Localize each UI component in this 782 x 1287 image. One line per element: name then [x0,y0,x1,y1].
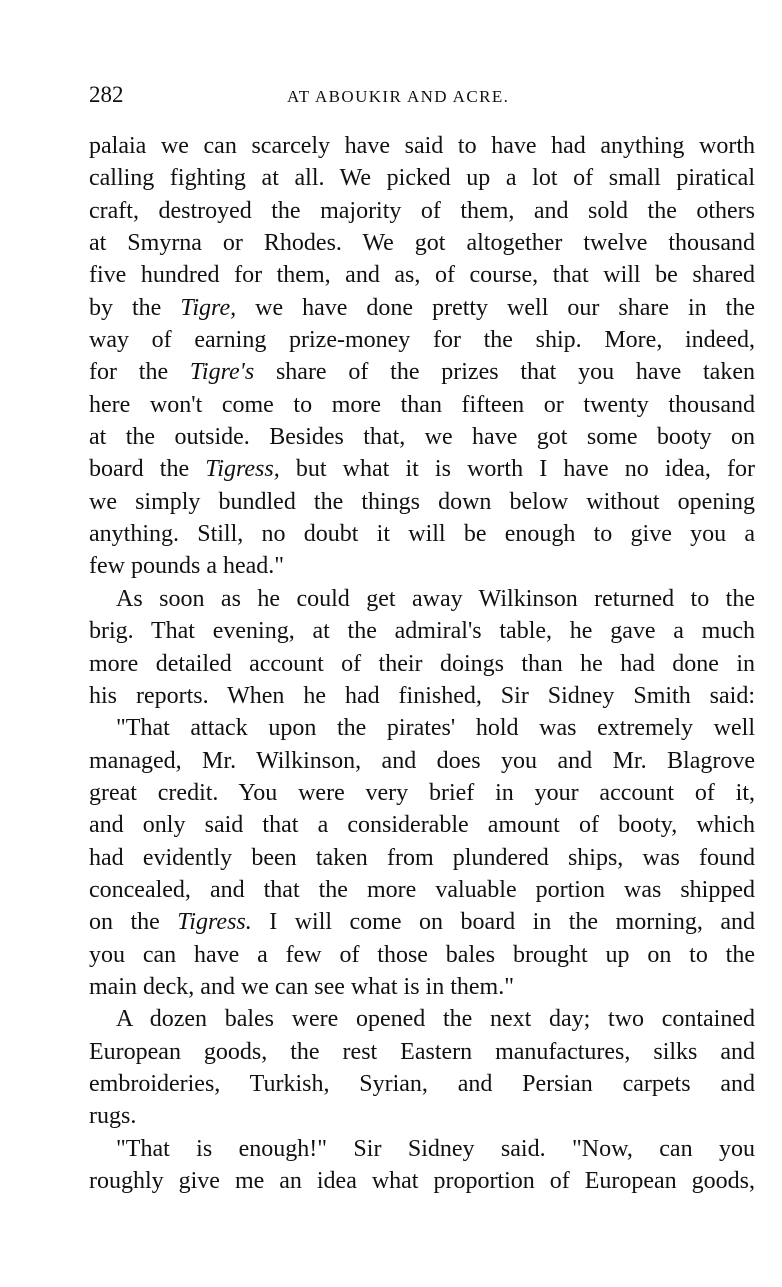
text-line: had evidently been taken from plundered ships, was found [89,844,755,871]
italic-ship-name: Tigre's [189,359,255,386]
text-line: by the Tigre, we have done pretty well our share in the [89,294,755,321]
text-line: "That attack upon the pirates' hold was extremely well [116,715,755,742]
text-line: European goods, the rest Eastern manufactures, silks and [89,1038,755,1065]
text-line: more detailed account of their doings than he had done in [89,650,755,677]
text-line: managed, Mr. Wilkinson, and does you and Mr. Blagrove [89,747,755,774]
text-line: on the Tigress. I will come on board in the morning, and [89,909,755,936]
body-text [89,130,755,1197]
text-line: at Smyrna or Rhodes. We got altogether twelve thousand [89,230,755,257]
text-line: here won't come to more than fifteen or twenty thousand [89,391,755,418]
text-line: great credit. You were very brief in your account of it, [89,779,755,806]
text-line: at the outside. Besides that, we have got some booty on [89,424,755,451]
text-line: craft, destroyed the majority of them, and sold the others [89,197,755,224]
page-header [89,80,757,114]
italic-ship-name: Tigre, [180,294,237,321]
text-line: few pounds a head." [89,553,285,580]
text-line: brig. That evening, at the admiral's table, he gave a much [89,618,755,645]
text-line: we simply bundled the things down below without opening [89,488,755,515]
text-line: "That is enough!" Sir Sidney said. "Now, can you [116,1135,755,1162]
text-line: concealed, and that the more valuable portion was shipped [89,876,755,903]
text-line: roughly give me an idea what proportion of European goods, [89,1168,755,1194]
italic-ship-name: Tigress, [205,456,280,483]
text-line: palaia we can scarcely have said to have had anything worth [89,133,755,159]
text-line: As soon as he could get away Wilkinson returned to the [116,585,755,612]
text-line: five hundred for them, and as, of course, that will be shared [89,262,755,289]
text-line: and only said that a considerable amount of booty, which [89,812,755,839]
text-line: board the Tigress, but what it is worth I have no idea, for [89,456,755,483]
text-line: his reports. When he had finished, Sir Sidney Smith said: [89,682,755,709]
text-line: you can have a few of those bales brought up on to the [89,941,755,968]
page-number: 282 [89,82,124,107]
text-line: embroideries, Turkish, Syrian, and Persian carpets and [89,1070,755,1097]
running-head: AT ABOUKIR AND ACRE. [287,87,510,106]
text-line: anything. Still, no doubt it will be enough to give you a [89,521,755,548]
text-line: way of earning prize-money for the ship. More, indeed, [89,327,755,354]
text-line: calling fighting at all. We picked up a lot of small piratical [89,165,755,192]
text-line: for the Tigre's share of the prizes that you have taken [89,359,755,386]
text-line: main deck, and we can see what is in them." [89,973,514,1000]
italic-ship-name: Tigress. [177,909,252,936]
text-line: A dozen bales were opened the next day; two contained [116,1006,755,1033]
text-line: rugs. [89,1103,137,1130]
